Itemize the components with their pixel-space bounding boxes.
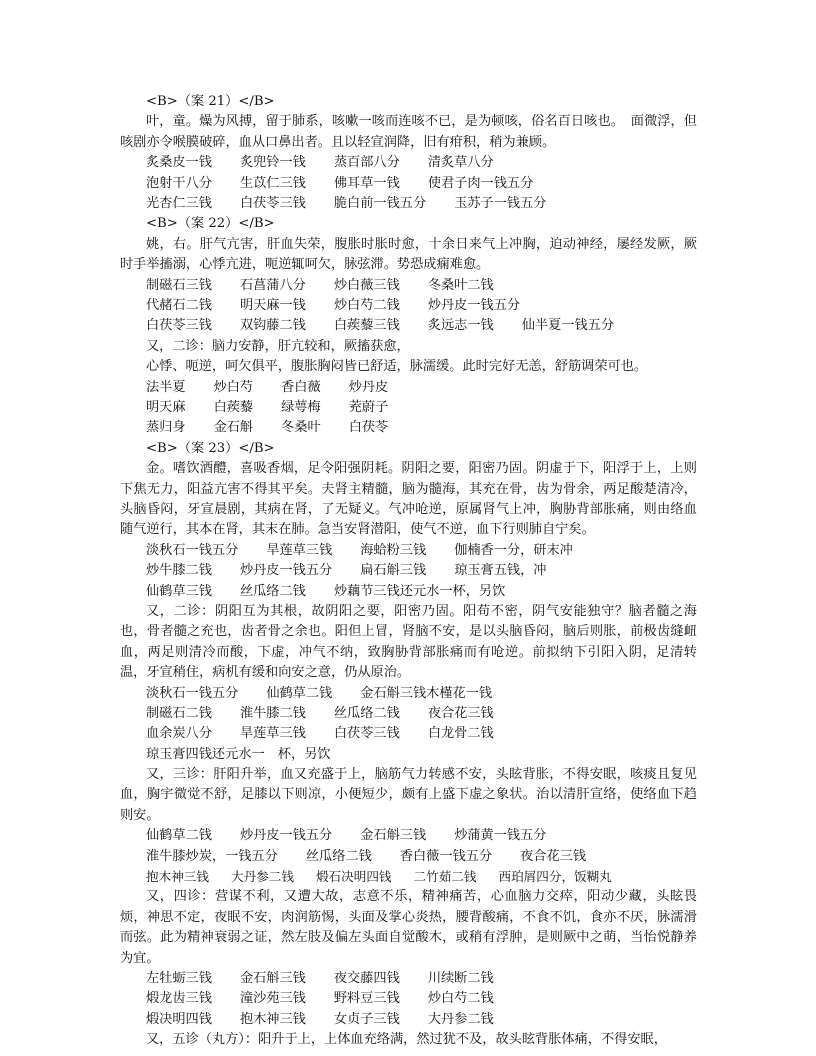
- herb: 夜合花三钱: [520, 848, 587, 864]
- prescription-row: [120, 989, 697, 1009]
- herb: 左牡蛎三钱: [146, 971, 212, 987]
- herb: 制磁石二钱: [146, 705, 212, 721]
- herb: 绿萼梅: [281, 399, 321, 415]
- case-paragraph: 姚，右。肝气亢害，肝血失荣，腹胀时胀时愈，十余日来气上冲胸，迫动神经，屡经发厥，厥时手举搐溺，心悸亢进，呃逆辄呵欠，脉弦滞。势恐成痫难愈。: [120, 236, 697, 273]
- herb: 蒸归身: [146, 420, 186, 436]
- herb: 金石斛三钱: [360, 828, 427, 844]
- herb: 淮牛膝炒炭，一钱五分: [146, 848, 278, 864]
- herb: 玉苏子一钱五分: [454, 195, 547, 211]
- herb: 炙桑皮一钱: [146, 155, 212, 171]
- prescription-row: [120, 684, 697, 704]
- herb: 琼玉膏四钱还元水一 杯，另饮: [146, 746, 331, 762]
- herb: 炒白薇三钱: [333, 277, 400, 293]
- herb: 丝瓜络二钱: [305, 848, 372, 864]
- herb: 冬桑叶: [281, 420, 321, 436]
- herb: 大丹参二钱: [230, 869, 294, 885]
- case-paragraph: 金。嗜饮酒醴，喜吸香烟，足令阳强阴耗。阴阳之要，阳密乃固。阴虚于下，阳浮于上，上则下焦无力，阳益亢害不得其平矣。夫肾主精髓，脑为髓海，其充在骨，齿为骨余，两足酸楚清冷，头脑昏闷，牙宣晨剧，其病在肾，了无疑义。气冲呛逆，原属肾气上冲，胸胁背部胀痛，则由络血随气逆行，其本在肾，其末在肺。急当安肾潜阳，使气不逆，血下行则肺自宁矣。: [120, 461, 697, 538]
- followup-line: 又，二诊：脑力安静，肝亢较和，厥搐获愈，: [146, 338, 410, 354]
- herb: 炒蒲黄一钱五分: [454, 828, 547, 844]
- herb: 炒丹皮一钱五分: [427, 297, 521, 313]
- herb: 香白薇: [281, 379, 321, 395]
- herb: 仙鹤草二钱: [266, 685, 333, 701]
- herb: 双钩藤二钱: [239, 318, 306, 334]
- herb: 炙兜铃一钱: [239, 155, 306, 171]
- herb: 淡秋石一钱五分: [146, 685, 239, 701]
- herb: 制磁石三钱: [146, 277, 212, 293]
- followup-paragraph: 又，三诊：肝阳升举，血又充盛于上，脑筋气力转感不安，头眩背胀，不得安眠，咳痰且复见血，胸宇微觉不舒，足膝以下则凉，小便短少，颇有上盛下虚之象状。治以清肝宣络，使络血下趋则安。: [120, 767, 697, 823]
- herb: 抱木神三钱: [146, 869, 209, 885]
- herb: 佛耳草一钱: [333, 175, 400, 191]
- herb: 光杏仁三钱: [146, 195, 212, 211]
- herb: 仙半夏一钱五分: [521, 318, 615, 334]
- herb: 茺蔚子: [348, 399, 389, 415]
- herb: 香白薇一钱五分: [399, 848, 493, 864]
- case-header: <B>（案 21）</B>: [146, 94, 275, 109]
- herb: 炒丹皮: [348, 379, 389, 395]
- herb: 仙鹤草二钱: [146, 828, 212, 844]
- herb: 炒丹皮一钱五分: [239, 563, 333, 579]
- herb: 金石斛: [213, 420, 254, 436]
- prescription-row: [120, 561, 697, 581]
- herb: 白蒺藜: [213, 399, 254, 415]
- herb: 旱莲草三钱: [266, 542, 333, 558]
- prescription-row: [120, 847, 697, 867]
- herb: 明天麻一钱: [239, 297, 306, 313]
- prescription-row: [120, 582, 697, 602]
- herb: 白茯苓三钱: [146, 318, 212, 334]
- herb: 女贞子三钱: [333, 1011, 400, 1027]
- herb: 石菖蒲八分: [239, 277, 306, 293]
- prescription-row: [120, 724, 697, 744]
- herb: 白蒺藜三钱: [333, 318, 400, 334]
- herb: 白茯苓三钱: [239, 195, 306, 211]
- herb: 丝瓜络二钱: [239, 583, 306, 599]
- prescription-row: [120, 826, 697, 846]
- prescription-row: [120, 541, 697, 561]
- herb: 代赭石二钱: [146, 297, 212, 313]
- herb: 金石斛三钱: [239, 971, 306, 987]
- herb: 泡射干八分: [146, 175, 212, 191]
- herb: 川续断二钱: [427, 971, 494, 987]
- herb: 海蛤粉三钱: [360, 542, 427, 558]
- herb: 野料豆三钱: [333, 991, 400, 1007]
- herb: 淡秋石一钱五分: [146, 542, 239, 558]
- prescription-row: [120, 398, 697, 418]
- herb: 扁石斛三钱: [360, 563, 427, 579]
- herb: 白茯苓三钱: [333, 726, 400, 742]
- herb: 明天麻: [146, 399, 186, 415]
- herb: 炒白芍二钱: [427, 991, 494, 1007]
- followup-line: 心悸、呃逆，呵欠俱平，腹胀胸闷皆已舒适，脉濡缓。此时完好无恙，舒筋调荣可也。: [146, 359, 648, 375]
- herb: 夜交藤四钱: [333, 971, 400, 987]
- prescription-row: [120, 969, 697, 989]
- prescription-row: [120, 867, 697, 887]
- prescription-row: [120, 276, 697, 296]
- herb: 炒藕节三钱还元水一杯，另饮: [333, 583, 506, 599]
- prescription-row: [120, 316, 697, 336]
- prescription-row: [120, 704, 697, 724]
- herb: 炒牛膝二钱: [146, 563, 212, 579]
- herb: 脆白前一钱五分: [333, 195, 427, 211]
- herb: 血余炭八分: [146, 726, 212, 742]
- prescription-row: [120, 296, 697, 316]
- followup-line: 又，五诊（丸方）：阳升于上，上体血充络满，然过犹不及，故头眩背胀体痛，不得安眠，: [146, 1032, 667, 1048]
- herb: 炒白芍: [213, 379, 254, 395]
- herb: 生苡仁三钱: [239, 175, 306, 191]
- followup-paragraph: 又，二诊：阴阳互为其根，故阴阳之要，阳密乃固。阳苟不密，阴气安能独守？脑者髓之海也，骨者髓之充也，齿者骨之余也。阳但上冒，肾脑不安，是以头脑昏闷，脑后则胀，前极齿缝衄血，两足则清冷而酸，下虚，冲气不纳，致胸胁背部胀痛而有呛逆。前拟纳下引阳入阴，足清转温，牙宣稍住，病机有缓和向安之意，仍从原治。: [120, 603, 697, 681]
- herb: 琼玉膏五钱，冲: [454, 563, 547, 579]
- herb: 煅龙齿三钱: [146, 991, 212, 1007]
- herb: 伽楠香一分，研末冲: [454, 542, 573, 558]
- herb: 淮牛膝二钱: [239, 705, 306, 721]
- herb: 仙鹤草三钱: [146, 583, 212, 599]
- herb: 蒸百部八分: [333, 155, 400, 171]
- herb: 二竹茹二钱: [413, 869, 477, 885]
- prescription-row: [120, 1010, 697, 1030]
- herb: 煅石决明四钱: [315, 869, 392, 885]
- herb: 使君子肉一钱五分: [427, 175, 534, 191]
- herb: 炒白芍二钱: [333, 297, 400, 313]
- herb: 抱木神三钱: [239, 1011, 306, 1027]
- herb: 白茯苓: [348, 420, 389, 436]
- prescription-row: [120, 194, 697, 214]
- prescription-row: [120, 153, 697, 173]
- herb: 丝瓜络二钱: [333, 705, 400, 721]
- prescription-row: [120, 378, 697, 398]
- text-block: [120, 92, 697, 1051]
- herb: 法半夏: [146, 379, 186, 395]
- herb: 炒丹皮一钱五分: [239, 828, 333, 844]
- herb: 大丹参二钱: [427, 1011, 494, 1027]
- herb: 清炙草八分: [427, 155, 494, 171]
- prescription-row: [120, 174, 697, 194]
- herb: 冬桑叶二钱: [427, 277, 494, 293]
- prescription-row: [120, 418, 697, 438]
- prescription-row: [120, 745, 697, 765]
- herb: 金石斛三钱木槿花一钱: [360, 685, 493, 701]
- case-paragraph: 叶，童。燥为风搏，留于肺系，咳嗽一咳而连咳不已，是为顿咳，俗名百日咳也。 面微浮，但咳剧亦令喉膜破碎，血从口鼻出者。且以轻宣润降，旧有疳积，稍为兼顾。: [120, 114, 697, 150]
- herb: 潼沙苑三钱: [239, 991, 306, 1007]
- case-header: <B>（案 22）</B>: [146, 216, 275, 232]
- case-header: <B>（案 23）</B>: [146, 440, 275, 456]
- herb: 夜合花三钱: [427, 705, 494, 721]
- herb: 煅决明四钱: [146, 1011, 212, 1027]
- herb: 旱莲草三钱: [239, 726, 306, 742]
- herb: 西珀屑四分，饭糊丸: [498, 869, 612, 885]
- herb: 炙远志一钱: [427, 318, 494, 334]
- herb: 白龙骨二钱: [427, 726, 494, 742]
- followup-paragraph: 又，四诊：营谋不利，又遭大故，志意不乐，精神痛苦，心血脑力交瘁，阳动少藏，头眩畏烦，神思不定，夜眠不安，肉润筋惕，头面及掌心炎热，腰背酸痛，不食不饥，食亦不厌，脉濡滑而弦。此为精神衰弱之证，然左肢及偏左头面自觉酸木，或稍有浮肿，是则厥中之萌，当怡悦静养为宜。: [120, 889, 697, 966]
